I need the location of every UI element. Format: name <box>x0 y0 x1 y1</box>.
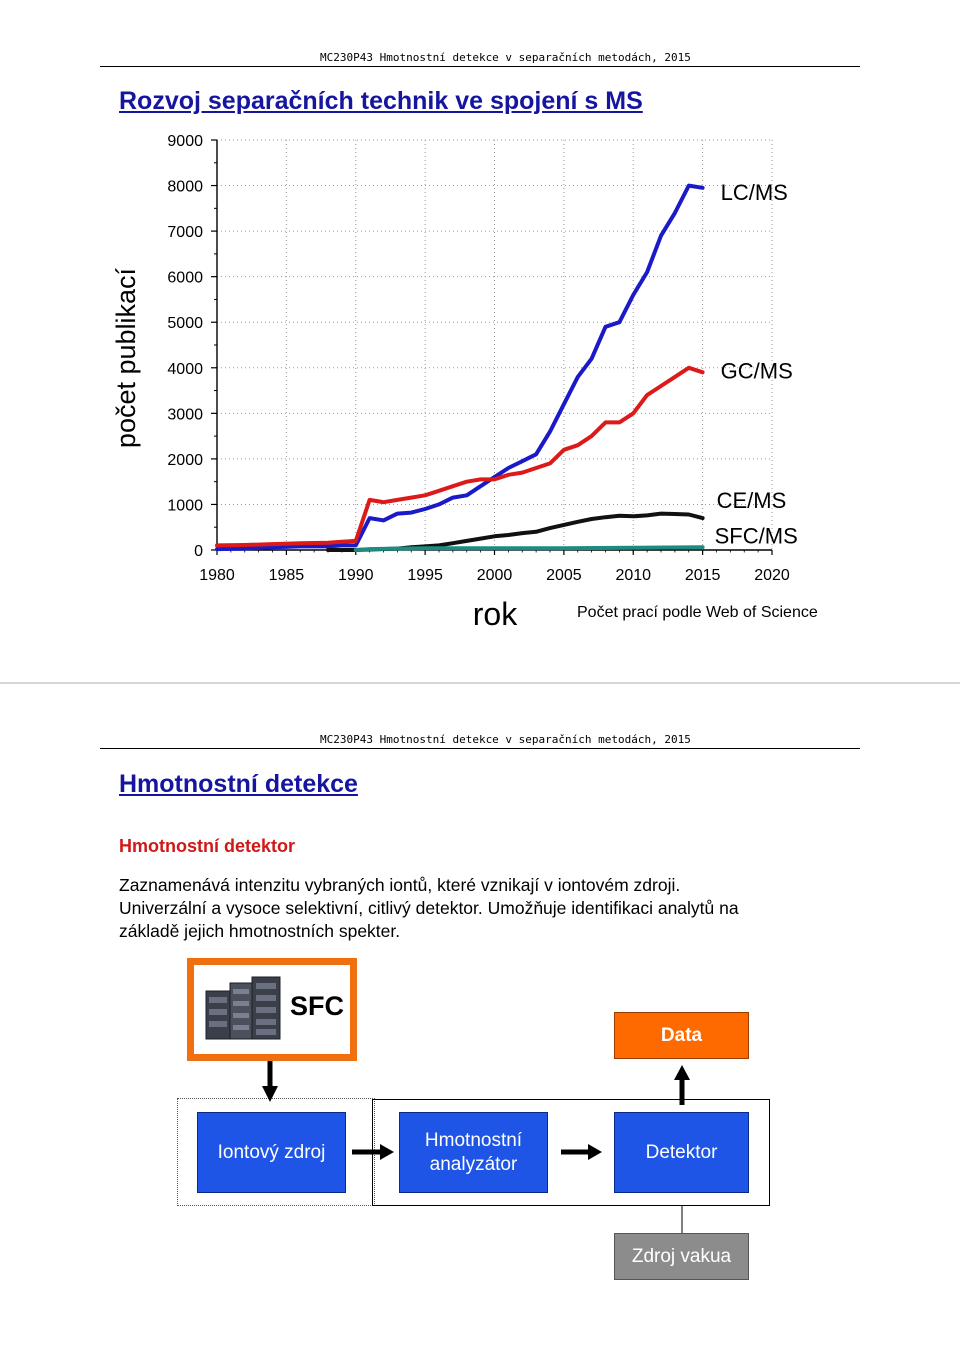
header-rule <box>100 748 860 749</box>
y-tick-label: 6000 <box>167 269 203 287</box>
x-tick-label: 2015 <box>684 567 721 584</box>
y-tick-label: 7000 <box>167 224 203 242</box>
x-axis-label: rok <box>472 596 518 632</box>
slide-2 <box>0 684 960 1367</box>
chart-grid <box>217 140 772 550</box>
y-tick-label: 2000 <box>167 451 203 469</box>
source-note: Počet prací podle Web of Science <box>577 604 818 621</box>
paragraph-line: Univerzální a vysoce selektivní, citlivý detektor. Umožňuje identifikaci analytů na <box>119 898 739 918</box>
x-tick-label: 2020 <box>754 567 790 584</box>
y-tick-label: 8000 <box>167 178 203 196</box>
y-tick-labels <box>167 133 203 560</box>
x-tick-label: 1985 <box>268 567 305 584</box>
x-tick-label: 1995 <box>407 567 443 584</box>
x-tick-label: 2005 <box>546 567 582 584</box>
instrument-image <box>204 975 284 1045</box>
series-label: SFC/MS <box>714 523 798 549</box>
paragraph-line: Zaznamenává intenzitu vybraných iontů, které vznikají v iontovém zdroji. <box>119 875 681 895</box>
sfc-label: SFC <box>290 991 344 1021</box>
vacuum-source-box: Zdroj vakua <box>614 1233 749 1280</box>
x-tick-label: 2000 <box>476 567 513 584</box>
slide-header: MC230P43 Hmotnostní detekce v separačních metodách, 2015 <box>320 733 691 746</box>
x-tick-label: 2010 <box>615 567 652 584</box>
data-box: Data <box>614 1012 749 1059</box>
series-label: GC/MS <box>720 358 793 384</box>
analyzer-label-line2: analyzátor <box>429 1153 518 1175</box>
description-paragraph <box>119 874 879 943</box>
analyzer-label-line1: Hmotnostní <box>424 1129 523 1151</box>
publications-chart <box>0 0 960 683</box>
sfc-instrument-box <box>187 958 357 1061</box>
series-label: CE/MS <box>716 488 787 514</box>
x-tick-label: 1990 <box>337 567 374 584</box>
series-label: LC/MS <box>720 179 788 205</box>
y-axis-label: počet publikací <box>111 267 141 449</box>
y-tick-label: 1000 <box>167 497 203 515</box>
series-labels <box>715 180 798 548</box>
y-tick-label: 9000 <box>167 133 203 150</box>
slide-1 <box>0 0 960 683</box>
chart-axes <box>211 140 772 555</box>
arrow-down-icon <box>262 1061 278 1102</box>
series-line-gc-ms <box>217 368 703 546</box>
slide-header: MC230P43 Hmotnostní detekce v separačních metodách, 2015 <box>320 51 691 64</box>
x-tick-label: 1980 <box>199 567 235 584</box>
y-tick-label: 3000 <box>167 406 203 424</box>
y-tick-label: 0 <box>194 543 203 560</box>
subheading: Hmotnostní detektor <box>119 836 296 856</box>
series-line-sfc-ms <box>356 547 703 550</box>
paragraph-line: základě jejich hmotnostních spekter. <box>119 921 401 941</box>
x-tick-labels <box>199 567 790 584</box>
y-tick-label: 5000 <box>167 315 203 333</box>
y-tick-label: 4000 <box>167 360 203 378</box>
slide-title: Hmotnostní detekce <box>119 770 358 798</box>
ion-source-box: Iontový zdroj <box>197 1112 346 1193</box>
detector-box: Detektor <box>614 1112 749 1193</box>
mass-analyzer-box <box>399 1112 548 1193</box>
slide-title: Rozvoj separačních technik ve spojení s MS <box>119 87 643 115</box>
